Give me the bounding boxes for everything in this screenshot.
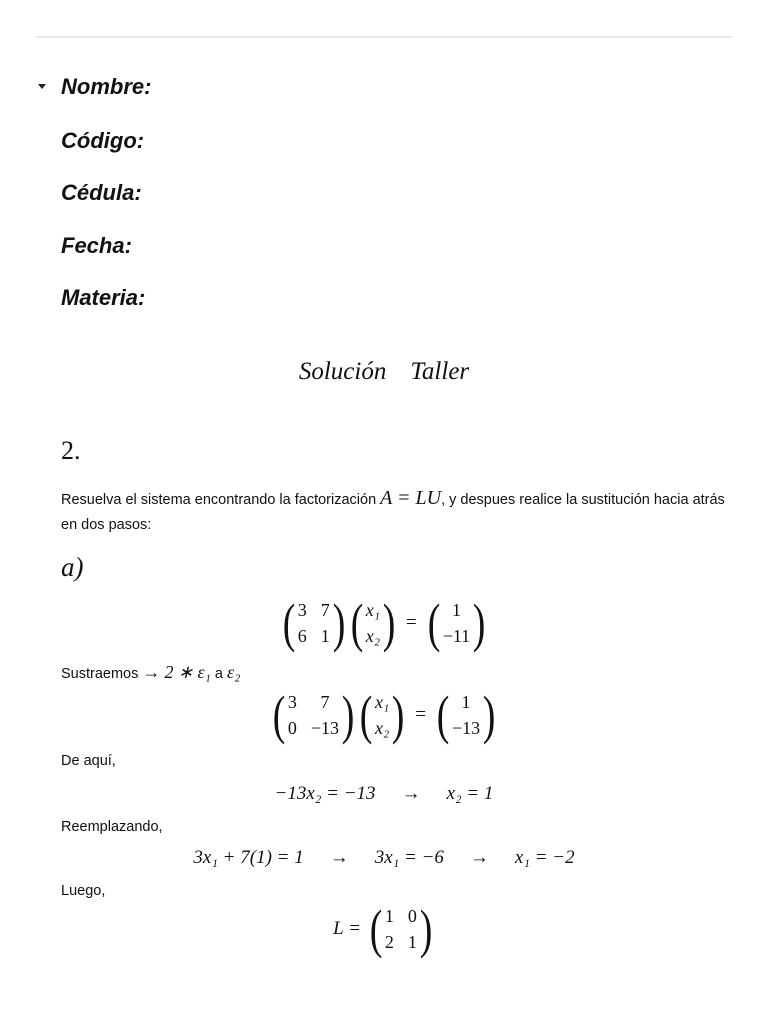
- vector-x1: x₁ x₂: [365, 600, 381, 646]
- collapse-caret-icon[interactable]: [38, 84, 46, 89]
- field-cedula: Cédula:: [61, 180, 142, 205]
- intro-before: Resuelva el sistema encontrando la factorización: [61, 492, 381, 508]
- matrix-L: 1 0 2 1: [384, 906, 417, 952]
- field-fecha: Fecha:: [61, 233, 132, 258]
- field-codigo: Código:: [61, 128, 145, 153]
- step-subtract: Sustraemos → 2 ∗ ε₁ a ε₂: [61, 662, 241, 682]
- system-1: ( 3 7 6 1 ) ( x₁ x₂ ) = ( 1 −11 ): [282, 593, 486, 653]
- equation-x1: 3x₁ + 7(1) = 1 → 3x₁ = −6 → x₁ = −2: [193, 847, 575, 868]
- intro-math: A = LU: [380, 487, 442, 509]
- vector-b1: 1 −11: [442, 600, 471, 646]
- title-word-1: Solución: [298, 358, 387, 385]
- matrix-A1: 3 7 6 1: [297, 600, 330, 646]
- vector-x2: x₁ x₂: [375, 692, 390, 738]
- field-materia: Materia:: [61, 285, 146, 310]
- matrix-L-equation: L = ( 1 0 2 1 ): [333, 899, 433, 959]
- equation-x2: −13x₂ = −13 → x₂ = 1: [274, 783, 494, 804]
- text-luego: Luego,: [61, 883, 106, 899]
- section-number: 2.: [61, 436, 81, 465]
- solution-title: [0, 358, 768, 386]
- problem-statement: [61, 486, 726, 538]
- text-de-aqui: De aquí,: [61, 753, 116, 769]
- field-nombre: Nombre:: [61, 74, 152, 99]
- top-divider: [36, 36, 732, 38]
- intro-after: , y despues realice la sustitución hacia atrás en dos pasos:: [61, 492, 725, 533]
- text-reemplazando: Reemplazando,: [61, 819, 163, 835]
- matrix-A2: 3 7 0 −13: [287, 692, 340, 738]
- vector-b2: 1 −13: [451, 692, 481, 738]
- system-2: ( 3 7 0 −13 ) ( x₁ x₂ ) = ( 1 −13 ): [272, 685, 496, 745]
- title-word-2: Taller: [410, 358, 470, 385]
- part-label: a): [61, 552, 84, 582]
